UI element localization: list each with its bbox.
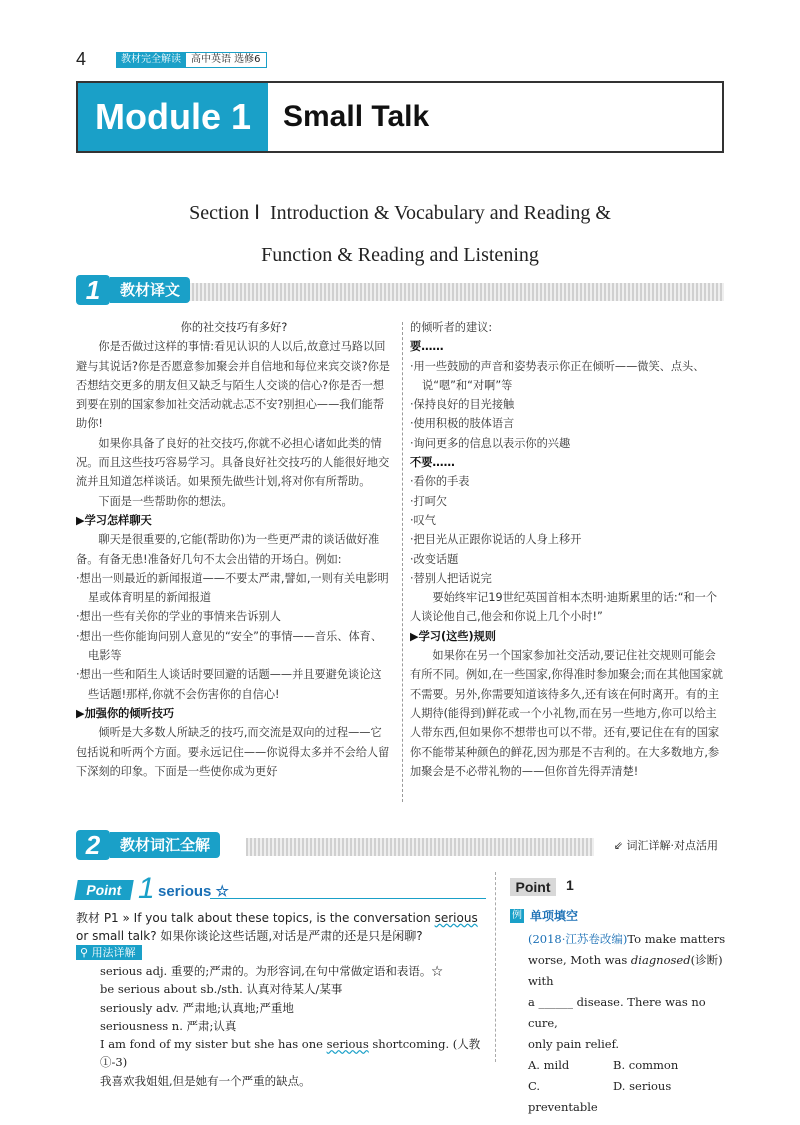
example-source: shortcoming. (人教①-3) — [100, 1037, 481, 1070]
translation-title: 你的社交技巧有多好? — [180, 321, 288, 334]
translation-paragraph: 如果你在另一个国家参加社交活动,要记住社交规则可能会有所不同。例如,在一些国家,你得准时参加聚会;而在其他国家就不需要。另外,你需要知道该待多久,还有该在何时离开。有的主人期待(能得到)鲜花或一个小礼物,而在另一些地方,你可以给主人带东西,但如果你不想带也可以不带。还有,要记住在有的国家你不能带某种颜色的鲜花,因为那是不吉利的。在大多数地方,参加聚会是不必带礼物的——但你首先得弄清楚! — [410, 649, 723, 778]
section-title — [76, 192, 724, 276]
point-underline — [210, 898, 486, 899]
usage-line: serious adj. 重要的;严肃的。为形容词,在句中常做定语和表语。☆ — [100, 964, 443, 978]
translation-right-column — [410, 318, 724, 781]
module-label: Module 1 — [78, 83, 268, 151]
module-title: Small Talk — [283, 100, 430, 133]
point-badge: Point — [74, 880, 134, 900]
question-line — [528, 950, 728, 992]
question-text: worse, Moth was — [528, 953, 631, 967]
source-en-end: or small talk? — [76, 929, 157, 943]
translation-heading: 不要…… — [410, 456, 455, 470]
translation-bullet: ·看你的手表 — [410, 475, 470, 489]
option-c: C. preventable — [528, 1079, 598, 1114]
question-text: To make matters — [627, 932, 726, 946]
usage-translation: 我喜欢我姐姐,但是她有一个严重的缺点。 — [100, 1073, 311, 1088]
point-number: 1 — [138, 872, 155, 905]
translation-bullet: ·把目光从正跟你说话的人身上移开 — [410, 533, 582, 547]
section-title-line2: Function & Reading and Listening — [261, 244, 539, 266]
translation-paragraph: 聊天是很重要的,它能(帮助你)为一些更严肃的谈话做好准备。有备无患!准备好几句不太会出错的开场白。例如: — [76, 533, 380, 566]
translation-bullet: ·替别人把话说完 — [410, 571, 492, 585]
option-a: A. mild — [528, 1058, 570, 1072]
translation-bullet: ·想出一些有关你的学业的事情来告诉别人 — [76, 610, 281, 624]
translation-bullet: ·想出一些和陌生人谈话时要回避的话题——并且要避免谈论这些话题!那样,你就不会伤害你的自信心! — [76, 668, 382, 701]
bar-stripe — [176, 283, 724, 301]
textbook-source — [76, 909, 486, 945]
translation-bullet: ·询问更多的信息以表示你的兴趣 — [410, 436, 571, 450]
page-number: 4 — [76, 49, 87, 69]
column-divider — [402, 322, 403, 802]
option-d: D. serious — [613, 1079, 672, 1093]
translation-heading: ▶学习(这些)规则 — [410, 629, 496, 643]
translation-paragraph: 下面是一些帮助你的想法。 — [98, 494, 233, 508]
book-tag-primary: 教材完全解读 — [116, 52, 186, 68]
translation-paragraph: 的倾听者的建议: — [410, 321, 493, 334]
example-keyword: serious — [326, 1037, 369, 1052]
translation-heading: ▶加强你的倾听技巧 — [76, 706, 175, 720]
book-tag-secondary: 高中英语 选修6 — [186, 52, 267, 68]
usage-example — [100, 1035, 490, 1072]
point-word: serious ☆ — [158, 883, 229, 900]
translation-bullet: ·想出一些你能询问别人意见的“安全”的事情——音乐、体育、电影等 — [76, 629, 383, 663]
book-tag — [116, 52, 267, 68]
part2-number: 2 — [76, 830, 110, 860]
translation-paragraph: 要始终牢记19世纪英国首相本杰明·迪斯累里的话:“和一个人谈论他自己,他会和你说上几个小时!” — [410, 591, 718, 624]
translation-left-column — [76, 318, 392, 781]
part2-subtitle: ⇙ 词汇详解·对点活用 — [613, 839, 718, 852]
translation-bullet: ·保持良好的目光接触 — [410, 398, 515, 412]
section-title-line1: Section Ⅰ Introduction & Vocabulary and Reading & — [189, 202, 611, 224]
question-text: (诊断) with — [528, 953, 723, 988]
module-header — [76, 81, 724, 153]
part1-number: 1 — [76, 275, 110, 305]
question-line — [528, 929, 728, 950]
part2-bar — [76, 832, 724, 858]
bulb-icon: ⚲ — [80, 946, 92, 959]
options-row — [528, 1076, 728, 1118]
translation-bullet: ·打呵欠 — [410, 494, 448, 508]
example-text: I am fond of my sister but she has one — [100, 1037, 327, 1052]
usage-label: 用法详解 — [91, 946, 136, 959]
part1-bar — [76, 277, 724, 303]
translation-bullet: ·叹气 — [410, 513, 436, 527]
translation-heading: 要…… — [410, 340, 444, 354]
usage-details — [100, 962, 490, 1090]
source-prefix: 教材 P1 » — [76, 911, 134, 925]
translation-paragraph: 你是否做过这样的事情:看见认识的人以后,故意过马路以回避与其说话?你是否愿意参加聚会并自信地和每位来宾交谈?你是否想结交更多的朋友但又缺乏与陌生人交谈的信心?你是否一想到要在别的国家参加社交活动就忐忑不安?别担心——我们能帮助你! — [76, 340, 390, 431]
question-line: a ______ disease. There was no cure, — [528, 995, 706, 1030]
exercise-label: 单项填空 — [530, 909, 579, 923]
example-tag: 例 — [512, 910, 522, 921]
bar-stripe — [246, 838, 594, 856]
translation-bullet: ·想出一则最近的新闻报道——不要太严肃,譬如,一则有关电影明星或体育明星的新闻报道 — [76, 571, 389, 605]
exercise-point-number: 1 — [566, 877, 574, 893]
translation-bullet: ·用一些鼓励的声音和姿势表示你正在倾听——微笑、点头、说“嗯”和“对啊”等 — [410, 359, 705, 392]
translation-bullet: ·改变话题 — [410, 552, 459, 566]
translation-paragraph: 如果你具备了良好的社交技巧,你就不必担心诸如此类的情况。而且这些技巧容易学习。具备良好社交技巧的人能很好地交流并且知道怎样谈话。如果预先做些计划,将对你有所帮助。 — [76, 436, 390, 489]
usage-line: seriously adv. 严肃地;认真地;严重地 — [100, 1000, 294, 1015]
question-line: only pain relief. — [528, 1037, 620, 1051]
source-zh: 如果你谈论这些话题,对话是严肃的还是只是闲聊? — [156, 929, 423, 943]
translation-heading: ▶学习怎样聊天 — [76, 513, 152, 527]
option-b: B. common — [613, 1058, 679, 1072]
usage-line: be serious about sb./sth. 认真对待某人/某事 — [100, 982, 343, 997]
translation-paragraph: 倾听是大多数人所缺乏的技巧,而交流是双向的过程——它包括说和听两个方面。要永远记住——你说得太多并不会给人留下深刻的印象。下面是一些使你成为更好 — [76, 726, 390, 778]
source-en: If you talk about these topics, is the conversation — [133, 911, 435, 925]
question-italic: diagnosed — [630, 953, 691, 967]
translation-bullet: ·使用积极的肢体语言 — [410, 417, 515, 431]
part1-label: 教材译文 — [110, 277, 190, 303]
vocab-divider — [495, 872, 496, 1062]
source-keyword: serious — [434, 911, 478, 925]
exercise-question — [528, 929, 728, 1118]
usage-tag — [76, 945, 142, 960]
usage-line: seriousness n. 严肃;认真 — [100, 1018, 237, 1033]
exercise-point-badge: Point — [510, 878, 556, 896]
options-row — [528, 1055, 728, 1076]
part2-label: 教材词汇全解 — [110, 832, 220, 858]
exercise-source: (2018·江苏卷改编) — [528, 932, 628, 946]
